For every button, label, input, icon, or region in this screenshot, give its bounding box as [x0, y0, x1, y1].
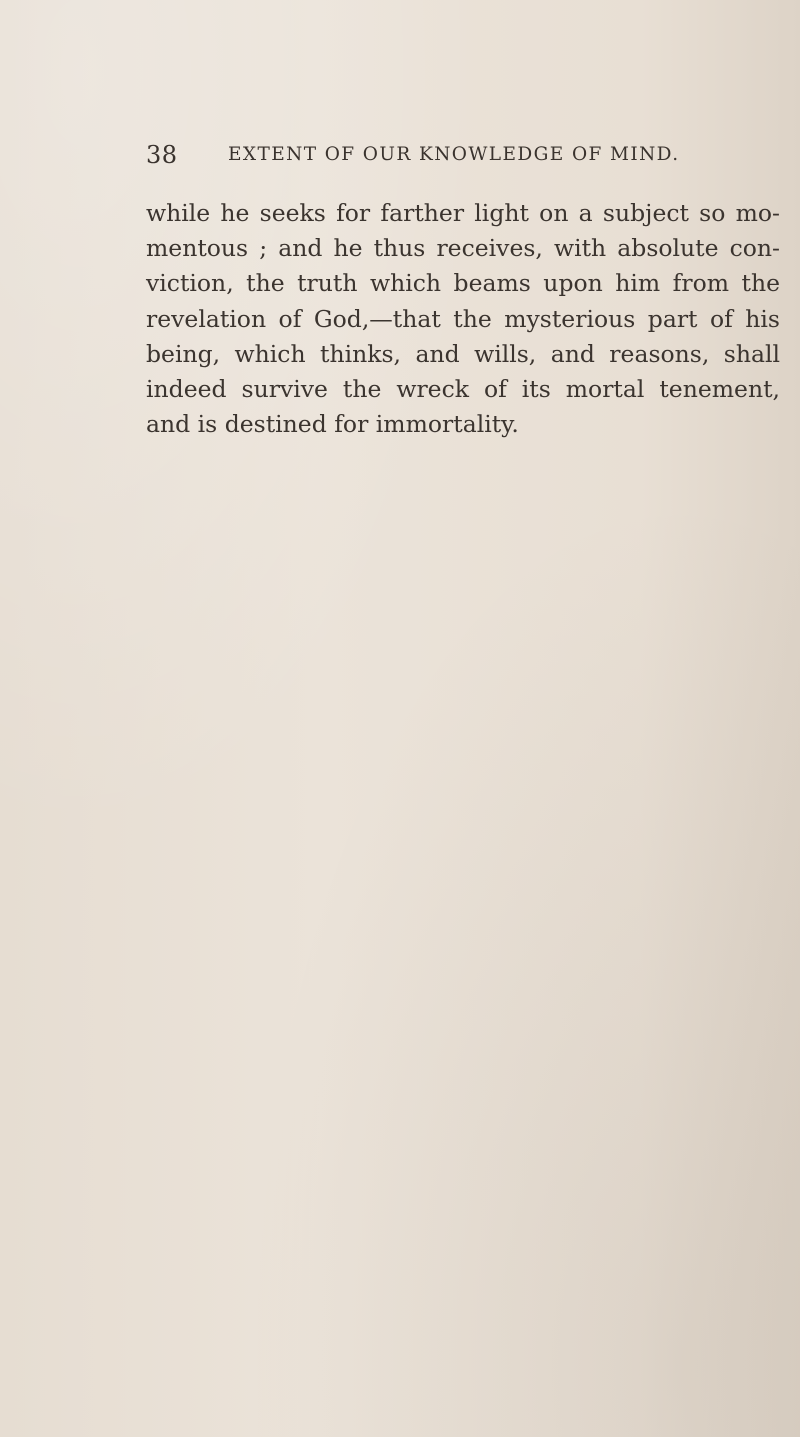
text-line: being, which thinks, and wills, and reasons, shall	[146, 339, 780, 368]
running-head	[146, 141, 756, 173]
text-line: revelation of God,—that the mysterious part of his	[146, 304, 780, 333]
text-line: and is destined for immortality.	[146, 410, 519, 439]
text-line: while he seeks for farther light on a subject so mo-	[146, 199, 780, 227]
text-line: viction, the truth which beams upon him from the	[146, 269, 780, 298]
text-line: mentous ; and he thus receives, with absolute con-	[146, 234, 780, 263]
text-line: indeed survive the wreck of its mortal tenement,	[146, 374, 780, 403]
running-title: EXTENT OF OUR KNOWLEDGE OF MIND.	[228, 144, 680, 165]
page-number: 38	[146, 141, 178, 169]
paragraph	[146, 196, 786, 442]
